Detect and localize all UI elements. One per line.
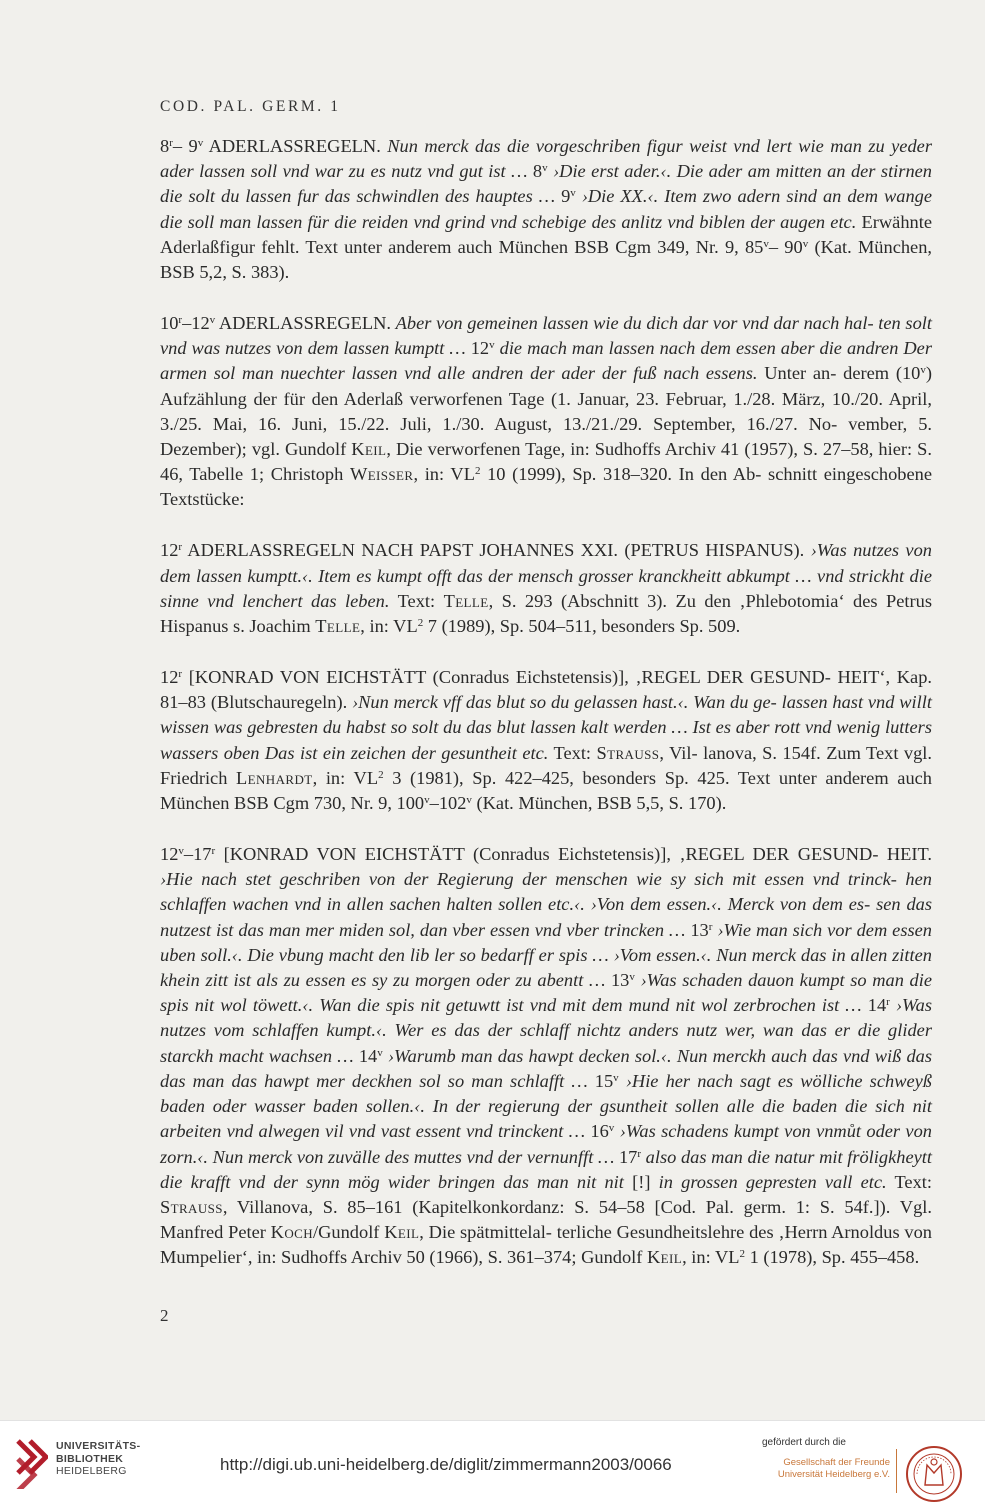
footer-divider <box>896 1449 897 1493</box>
author-name: Keil <box>646 1247 683 1268</box>
author-name: Telle <box>443 590 489 611</box>
author-name: Keil <box>351 439 387 460</box>
folio-sup: r <box>178 668 183 681</box>
commentary: (Kat. München, BSB 5,5, S. 170). <box>471 793 727 814</box>
library-name-line: HEIDELBERG <box>56 1465 127 1477</box>
commentary: (Kat. München, BSB 5,2, S. 383). <box>160 236 933 283</box>
folio-sup: r <box>708 920 713 933</box>
folio-ref: 13 <box>690 919 709 940</box>
folio-sup: r <box>211 845 216 858</box>
entry-title: [KONRAD VON EICHSTÄTT (Conradus Eichstetensis)], ‚REGEL DER GESUND- HEIT. <box>215 844 932 865</box>
folio-ref: 13 <box>610 970 630 991</box>
folio-sup: v <box>629 971 635 984</box>
folio-ref: – 9 <box>172 136 198 156</box>
entry-title: ADERLASSREGELN. <box>203 136 388 156</box>
commentary: , Die verworfenen Tage, in: Sudhoffs Archiv 41 (1957), S. 27–58, hier: S. 46, Tabelle 1; Christoph <box>160 439 932 485</box>
commentary: , S. 293 (Abschnitt 3). Zu den ‚Phlebotomia‘ des Petrus Hispanus s. Joachim <box>160 590 932 637</box>
folio-sup: v <box>542 162 548 175</box>
entry-aderlassregeln-papst-johannes <box>160 538 932 639</box>
entry-konrad-von-eichstaett-1 <box>160 665 932 816</box>
author-name: Strauss <box>596 742 660 763</box>
permalink-url[interactable]: http://digi.ub.uni-heidelberg.de/diglit/zimmermann2003/0066 <box>220 1455 672 1474</box>
commentary: ) Aufzählung der für den Aderlaß verworfenen Tage (1. Januar, 23. Februar, 1./28. März, 10./20. April, 3./25. Mai, 16. Juni, 15./22. Juli, 1./30. August, 13./21./29. September, 16./27. No- vember, 5. Dezember); vgl. Gundolf <box>160 363 932 460</box>
incipit: ›Die XX.‹. Item zwo adern sind an dem wange die soll man lassen für die reiden vnd grind vnd schebige des anlitz vnd biblen der augen etc. <box>160 186 932 232</box>
folio-sup: v <box>920 364 926 377</box>
incipit: ›Hie nach stet geschriben von der Regierung der menschen wie sy sich mit essen vnd trinck- hen schlaffen wachen vnd in allen sachen halten sollen etc.‹. ›Von dem essen.‹. Merck von dem es- sen das nutzest ist das man mer miden sol, dan vber essen vnd vber trincken … <box>160 869 932 940</box>
author-name: Koch <box>270 1222 314 1243</box>
incipit: ›Was schadens kumpt von vnmůt oder von zorn.‹. Nun merck von zuvälle des muttes vnd der vernunfft … <box>160 1121 932 1167</box>
folio-sup: r <box>178 541 183 554</box>
incipit: ›Was nutzes von dem lassen kumptt.‹. Item es kumpt offt das der mensch grosser kranckheitt abkumpt … vnd strickht die sinne vnd lenchert das leben. <box>160 540 932 611</box>
folio-ref: 8 <box>160 136 170 156</box>
folio-ref: 14 <box>867 995 887 1016</box>
commentary: , in: VL <box>312 767 379 788</box>
text-block <box>160 134 932 1296</box>
commentary: 1 (1978), Sp. 455–458. <box>744 1247 920 1268</box>
commentary: , in: VL <box>682 1247 740 1268</box>
author-name: Strauss <box>160 1196 223 1217</box>
incipit: ›Nun merck vff das blut so du gelassen hast.‹. Wan du ge- lassen hast vnd willt wissen was gebresten du habst so solt du das blut lassen kalt werden … Ist es aber rott vnd wenig lutters wassers oben Das ist ein zeichen der gesuntheit etc. <box>160 692 932 763</box>
folio-ref: 8 <box>532 161 543 182</box>
folio-ref: 12 <box>160 844 179 865</box>
folio-ref: 14 <box>358 1045 378 1066</box>
funded-by-label: gefördert durch die <box>762 1437 846 1448</box>
folio-ref: 12 <box>160 667 179 688</box>
incipit: ›Warumb man das hawpt decken sol.‹. Nun merckh auch das vnd wiß das das man das hawpt mer deckhen sol so man schlafft … <box>160 1045 932 1091</box>
entry-konrad-von-eichstaett-2 <box>160 842 932 1270</box>
folio-ref: 10 <box>160 313 179 334</box>
folio-sup: v <box>613 1071 619 1084</box>
entry-aderlassregeln-1 <box>160 134 932 285</box>
author-name: Telle <box>315 616 361 637</box>
incipit: in grossen gepresten vall etc. <box>658 1171 887 1192</box>
library-name <box>56 1440 140 1478</box>
commentary: Text: <box>389 590 444 611</box>
edition-sup: 2 <box>378 768 384 781</box>
folio-sup: r <box>178 314 183 327</box>
folio-sup: r <box>637 1147 642 1160</box>
folio-sup: v <box>763 237 769 250</box>
folio-sup: v <box>802 237 809 250</box>
incipit: ›Was schaden dauon kumpt so man die spis nit wol töwett.‹. Wan die spis nit getuwtt ist vnd mit dem mund nit wol zerbrochen ist … <box>160 970 932 1016</box>
commentary: , in: VL <box>360 616 418 637</box>
folio-sup: v <box>424 794 430 807</box>
folio-sup: v <box>197 137 204 149</box>
library-name-line: BIBLIOTHEK <box>56 1452 124 1465</box>
folio-sup: r <box>169 137 173 149</box>
commentary: Unter an- derem (10 <box>757 363 921 384</box>
folio-ref: 12 <box>470 338 490 359</box>
folio-ref: 9 <box>561 186 571 207</box>
running-head: COD. PAL. GERM. 1 <box>160 98 341 115</box>
incipit: die mach man lassen nach dem essen aber die andren Der armen sol man nuechter lassen vnd alle andren der ader der fuß nach essens. <box>160 338 932 384</box>
ub-heidelberg-logo-icon[interactable] <box>14 1435 48 1489</box>
sponsor-line: Universität Heidelberg e.V. <box>777 1469 890 1480</box>
folio-ref: 15 <box>594 1070 614 1091</box>
folio-sup: r <box>886 996 890 1009</box>
incipit: ›Hie her nach sagt es wölliche schweyß baden oder wasser baden sollen.‹. In der regierung der gsuntheit sollen alle die baden die sich nit arbeiten vnd alwegen vil vnd vast essent vnd trinckent … <box>160 1070 932 1142</box>
folio-sup: v <box>570 187 576 200</box>
folio-sup: v <box>377 1046 383 1059</box>
commentary: –102 <box>429 793 467 814</box>
incipit: ›Wie man sich vor dem essen uben soll.‹. Die vbung macht den lib ler so bedarff er spis … ›Vom essen.‹. Nun merck das in allen zitten khein zitt ist als zu essen es sy zu morgen oder zu abentt … <box>160 919 932 991</box>
folio-sup: v <box>209 314 216 327</box>
commentary: , Vil- lanova, S. 154f. Zum Text vgl. Friedrich <box>160 742 933 788</box>
folio-sup: v <box>466 794 472 807</box>
folio-ref: –12 <box>182 313 210 334</box>
commentary: , in: VL <box>413 464 475 485</box>
commentary: Text: <box>548 742 597 763</box>
incipit: ›Die erst ader.‹. Die ader am mitten an der stirnen die solt du lassen fur das schwindlen des hauptes … <box>160 161 932 207</box>
entry-title: [KONRAD VON EICHSTÄTT (Conradus Eichstetensis)], ‚REGEL DER GESUND- HEIT‘, Kap. 81–83 (Blutschauregeln). <box>160 667 932 713</box>
edition-sup: 2 <box>739 1248 745 1261</box>
commentary: Text: <box>886 1171 933 1192</box>
author-name: Lenhardt <box>236 767 313 788</box>
incipit: ›Was nutzes vom schlaffen kumpt.‹. Wer es das der schlaff nichtz anders nutz wer, wan das er die glider starckh macht wachsen … <box>160 995 932 1066</box>
commentary: 7 (1989), Sp. 504–511, besonders Sp. 509. <box>423 616 741 637</box>
folio-ref: 17 <box>618 1146 638 1167</box>
footer-bar <box>0 1420 985 1503</box>
commentary: 10 (1999), Sp. 318–320. In den Ab- schnitt eingeschobene Textstücke: <box>160 464 932 510</box>
edition-sup: 2 <box>474 465 481 478</box>
entry-aderlassregeln-2 <box>160 311 932 513</box>
library-name-line: UNIVERSITÄTS- <box>56 1440 141 1452</box>
author-name: Weisser <box>349 464 414 485</box>
folio-ref: 12 <box>160 540 179 561</box>
entry-title: ADERLASSREGELN NACH PAPST JOHANNES XXI. (PETRUS HISPANUS). <box>182 540 811 561</box>
commentary: – 90 <box>768 236 803 257</box>
commentary: [!] <box>623 1171 659 1192</box>
commentary: , Villanova, S. 85–161 (Kapitelkonkordanz: S. 54–58 [Cod. Pal. germ. 1: S. 54f.]). Vgl. Manfred Peter <box>160 1196 932 1243</box>
incipit: also das man die natur mit fröligkheytt die krafft vnd der synn mög wider bringen das man nit nit <box>160 1146 932 1192</box>
folio-ref: –17 <box>183 844 212 865</box>
folio-sup: v <box>608 1122 615 1135</box>
sponsor-line: Gesellschaft der Freunde <box>783 1457 890 1468</box>
edition-sup: 2 <box>417 617 424 630</box>
entry-title: ADERLASSREGELN. <box>215 313 396 334</box>
folio-sup: v <box>489 339 495 352</box>
folio-sup: v <box>178 845 184 858</box>
incipit: Aber von gemeinen lassen wie du dich dar vor vnd dar nach hal- ten solt vnd was nutzes von dem lassen kumptt … <box>160 313 932 359</box>
commentary: 3 (1981), Sp. 422–425, besonders Sp. 425. Text unter anderem auch München BSB Cgm 730, Nr. 9, 100 <box>160 767 932 814</box>
commentary: /Gundolf <box>313 1222 385 1243</box>
commentary: Erwähnte Aderlaßfigur fehlt. Text unter anderem auch München BSB Cgm 349, Nr. 9, 85 <box>160 211 933 257</box>
commentary: , Die spätmittelal- terliche Gesundheitslehre des ‚Herrn Arnoldus von Mumpelier‘, in: Sudhoffs Archiv 50 (1966), S. 361–374; Gundolf <box>160 1222 932 1268</box>
folio-ref: 16 <box>590 1121 609 1142</box>
author-name: Keil <box>384 1222 420 1243</box>
incipit: Nun merck das die vorgeschriben figur weist vnd lert wie man zu yeder ader lassen soll vnd war zu es nutz vnd gut ist … <box>160 136 932 182</box>
university-seal-icon <box>905 1445 963 1503</box>
page-number: 2 <box>160 1306 169 1325</box>
sponsor-name <box>760 1457 890 1481</box>
